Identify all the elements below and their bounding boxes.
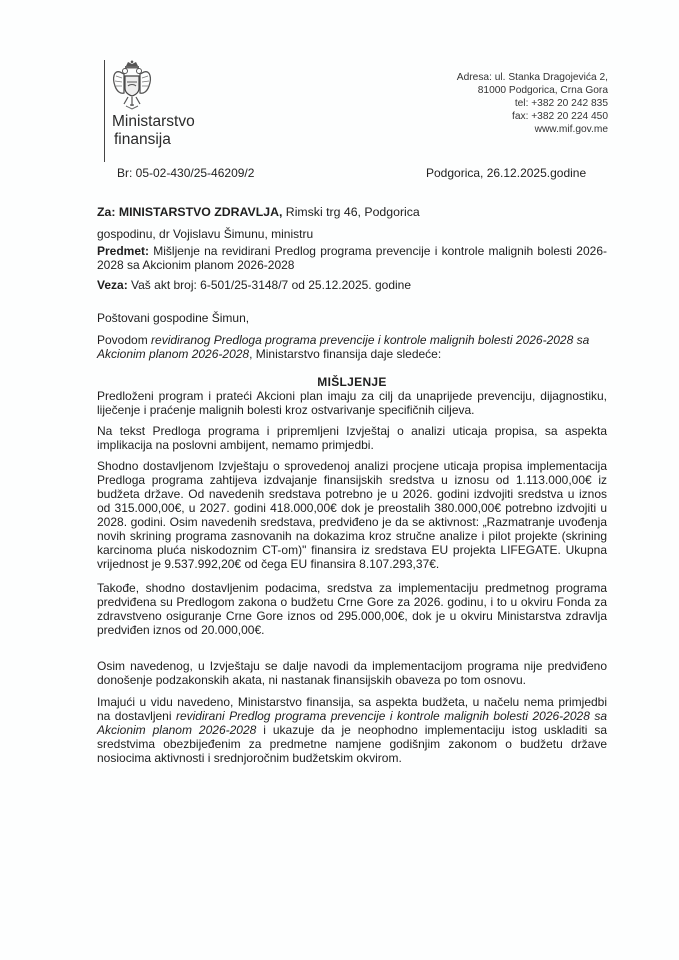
coat-of-arms-icon: [110, 60, 154, 110]
paragraph-5: Osim navedenog, u Izvještaju se dalje navodi da implementacijom programa nije predviđeno donošenje podzakonskih akata, ni nastanak finansijskih obaveza po tom osnovu.: [97, 659, 607, 687]
reference-number: Br: 05-02-430/25-46209/2: [117, 166, 255, 180]
header-vertical-rule: [104, 60, 105, 162]
intro-suffix: , Ministarstvo finansija daje sledeće:: [249, 347, 442, 361]
paragraph-6-prefix: Imajući u vidu navedeno, Ministarstvo finansija, sa aspekta budžeta, u načelu nema primjedbi na dostavljeni: [97, 695, 607, 723]
address-street: Adresa: ul. Stanka Dragojevića 2,: [456, 72, 608, 83]
address-website: www.mif.gov.me: [534, 124, 608, 135]
paragraph-1: Predloženi program i prateći Akcioni plan imaju za cilj da unaprijede prevenciju, dijagnostiku, liječenje i praćenje malignih bolesti kroz ostvarivanje specifičnih ciljeva.: [97, 389, 607, 417]
ministry-name-line2: finansija: [114, 131, 171, 148]
intro-paragraph: [97, 333, 607, 361]
opinion-heading: MIŠLJENJE: [317, 375, 387, 389]
address-fax: fax: +382 20 224 450: [511, 111, 608, 122]
address-block: [457, 71, 608, 136]
intro-document-title: revidiranog Predloga programa prevencije i kontrole malignih bolesti 2026-2028 sa Akcionim planom 2026-2028: [97, 333, 590, 361]
intro-prefix: Povodom: [97, 333, 152, 347]
paragraph-3: Shodno dostavljenom Izvještaju o sprovedenoj analizi procjene uticaja propisa implementacija Predloga programa zahtijeva izdvajanje finansijskih sredstva u iznosu od 1.113.000,00€ iz budžeta države. Od navedenih sredstava potrebno je u 2026. godini izdvojiti sredstva u iznos od 315.000,00€, u 2027. godini 418.000,00€ dok je preostalih 380.000,00€ potrebno izdvojiti u 2028. godini. Osim navedenih sredstava, predviđeno je da se aktivnost: „Razmatranje uvođenja novih skrining programa zasnovanih na dokazima kroz stručne analize i pilot projekte (skrining karcinoma pluća niskodoznim CT-om)" finansira iz sredstava EU projekta LIFEGATE. Ukupna vrijednost je 9.537.992,20€ od čega EU finansira 8.107.293,37€.: [97, 459, 607, 571]
paragraph-4: Takođe, shodno dostavljenim podacima, sredstva za implementaciju predmetnog programa predviđena su Predlogom zakona o budžetu Crne Gore za 2026. godinu, i to u okviru Fonda za zdravstveno osiguranje Crne Gore iznos od 295.000,00€, dok je u okviru Ministarstva zdravlja predviđen iznos od 20.000,00€.: [97, 581, 607, 637]
salutation: Poštovani gospodine Šimun,: [97, 311, 250, 325]
relation-label: Veza:: [97, 278, 128, 292]
address-tel: tel: +382 20 242 835: [514, 98, 608, 109]
recipient-address: Rimski trg 46, Podgorica: [282, 205, 420, 219]
place-date: Podgorica, 26.12.2025.godine: [426, 166, 587, 180]
recipient-line: [97, 205, 607, 219]
paragraph-6: [97, 695, 607, 765]
subject-line: [97, 244, 607, 272]
recipient-organization: MINISTARSTVO ZDRAVLJA,: [118, 205, 283, 219]
subject-text: Mišljenje na revidirani Predlog programa prevencije i kontrole malignih bolesti 2026-2028 sa Akcionim planom 2026-2028: [97, 244, 607, 272]
relation-text: Vaš akt broj: 6-501/25-3148/7 od 25.12.2025. godine: [127, 278, 412, 292]
ministry-name-line1: Ministarstvo: [112, 113, 195, 130]
relation-line: [97, 278, 607, 292]
subject-label: Predmet:: [97, 244, 150, 258]
paragraph-6-suffix: i ukazuje da je neophodno implementaciju istog uskladiti sa sredstvima obezbijeđenim za predmetne namjene godišnjim zakonom o budžetu države nosiocima aktivnosti i srednjoročnim budžetskim okvirom.: [97, 723, 607, 765]
recipient-person: gospodinu, dr Vojislavu Šimunu, ministru: [97, 227, 314, 241]
paragraph-2: Na tekst Predloga programa i pripremljeni Izvještaj o analizi uticaja propisa, sa aspekta implikacija na poslovni ambijent, nemamo primjedbi.: [97, 424, 607, 452]
address-city: 81000 Podgorica, Crna Gora: [477, 85, 608, 96]
recipient-label: Za:: [97, 205, 116, 219]
paragraph-6-document-title: revidirani Predlog programa prevencije i kontrole malignih bolesti 2026-2028 sa Akcionim planom 2026-2028: [97, 709, 607, 737]
ministry-name: [112, 113, 195, 149]
